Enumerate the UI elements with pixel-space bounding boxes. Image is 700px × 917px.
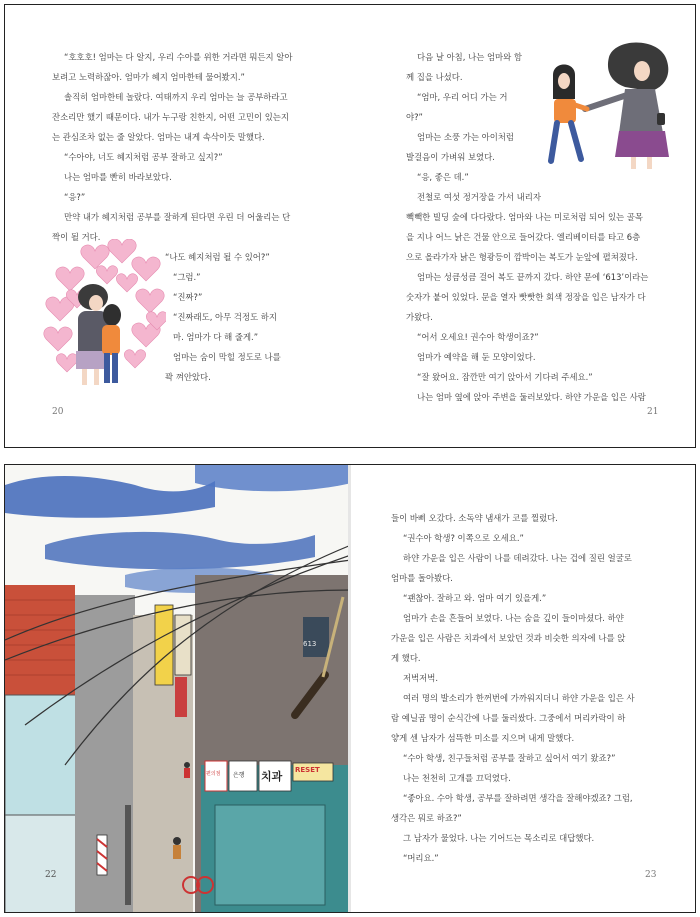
text-line: 얗게 센 남자가 섬뜩한 미소를 지으며 내게 말했다.: [391, 733, 575, 743]
hug-illustration: [38, 239, 166, 391]
text-line: 을 지나 어느 낡은 건물 안으로 들어갔다. 엘리베이터를 타고 6층: [406, 232, 641, 242]
text-line: “응?”: [64, 192, 86, 202]
text-line: 엄마는 성큼성큼 걸어 복도 끝까지 갔다. 하얀 문에 ‘613’이라는: [417, 272, 649, 282]
text-line: 들이 바삐 오갔다. 소독약 냄새가 코를 찔렀다.: [391, 513, 558, 523]
text-line: 께 집을 나섰다.: [406, 72, 463, 82]
text-line: 생각은 뭐로 하죠?”: [391, 813, 462, 823]
text-line: 는 관심조차 없는 줄 알았다. 엄마는 내게 속삭이듯 말했다.: [52, 132, 265, 142]
text-line: “호호호! 엄마는 다 알지, 우리 수아를 위한 거라면 뭐든지 알아: [64, 52, 293, 62]
text-line: 게 했다.: [391, 653, 421, 663]
text-line: 엄마는 숨이 막힐 정도로 나를: [173, 352, 281, 362]
bank-sign: 은행: [233, 772, 245, 779]
page-21: [351, 5, 696, 447]
text-line: “수아야, 너도 혜지처럼 공부 잘하고 싶지?”: [64, 152, 223, 162]
page-23: [351, 465, 696, 912]
text-line: “나도 혜지처럼 될 수 있어?”: [165, 252, 270, 262]
text-line: “머리요.”: [403, 853, 439, 863]
text-line: 숫자가 붙어 있었다. 문을 열자 빳빳한 회색 정장을 입은 남자가 다: [406, 292, 646, 302]
text-line: 람 예닐곱 명이 순식간에 나를 둘러쌌다. 그중에서 머리카락이 하: [391, 713, 626, 723]
text-line: 짝이 될 거다.: [52, 232, 101, 242]
text-line: 빽빽한 빌딩 숲에 다다랐다. 엄마와 나는 미로처럼 되어 있는 골목: [406, 212, 643, 222]
text-line: 마. 엄마가 다 해 줄게.”: [173, 332, 259, 342]
text-line: “어서 오세요! 권수아 학생이죠?”: [417, 332, 539, 342]
text-line: “응, 좋은 데.”: [417, 172, 469, 182]
text-line: “좋아요. 수아 학생, 공부를 잘하려면 생각을 잘해야겠죠? 그럼,: [403, 793, 633, 803]
text-line: 가왔다.: [406, 312, 433, 322]
text-line: 보려고 노력하잖아. 엄마가 혜지 엄마한테 물어봤지.”: [52, 72, 245, 82]
text-line: 저벅저벅.: [403, 673, 439, 683]
walking-illustration: [539, 35, 689, 175]
text-line: 꽉 껴안았다.: [165, 372, 211, 382]
text-line: “권수아 학생? 이쪽으로 오세요.”: [403, 533, 524, 543]
text-line: 엄마가 손을 흔들어 보였다. 나는 숨을 깊이 들이마셨다. 하얀: [403, 613, 624, 623]
text-line: 엄마를 돌아봤다.: [391, 573, 453, 583]
street-illustration: [5, 465, 351, 913]
text-line: 으로 올라가자 낡은 형광등이 깜박이는 복도가 눈앞에 펼쳐졌다.: [406, 252, 638, 262]
page-number: 20: [52, 407, 64, 417]
reset-sign: RESET: [295, 766, 320, 774]
convenience-store-sign: 편의점: [206, 771, 221, 777]
page-number: 21: [647, 407, 659, 417]
text-line: 나는 천천히 고개를 끄덕였다.: [403, 773, 511, 783]
text-line: 솔직히 엄마한테 놀랐다. 여태까지 우리 엄마는 늘 공부하라고: [64, 92, 288, 102]
text-line: 만약 내가 혜지처럼 공부를 잘하게 된다면 우린 더 어울리는 단: [64, 212, 291, 222]
text-line: 잔소리만 했기 때문이다. 내가 누구랑 친한지, 어떤 고민이 있는지: [52, 112, 289, 122]
text-line: “수아 학생, 친구들처럼 공부를 잘하고 싶어서 여기 왔죠?”: [403, 753, 616, 763]
text-line: 그 남자가 물었다. 나는 기어드는 목소리로 대답했다.: [403, 833, 595, 843]
text-line: 전철로 여섯 정거장을 가서 내리자: [417, 192, 541, 202]
text-line: “그럼.”: [173, 272, 201, 282]
dental-sign: 치과: [261, 770, 283, 783]
text-line: 여러 명의 발소리가 한꺼번에 가까워지더니 하얀 가운을 입은 사: [403, 693, 635, 703]
text-line: 가운을 입은 사람은 치과에서 보았던 것과 비슷한 의자에 나를 앉: [391, 633, 626, 643]
text-line: 야?”: [406, 112, 423, 122]
text-line: “괜찮아. 잘하고 와. 엄마 여기 있을게.”: [403, 593, 547, 603]
text-line: 다음 날 아침, 나는 엄마와 함: [417, 52, 522, 62]
page-20: [5, 5, 351, 447]
text-line: 하얀 가운을 입은 사람이 나를 데려갔다. 나는 겁에 질린 얼굴로: [403, 553, 632, 563]
text-line: “진짜?”: [173, 292, 203, 302]
page-22: [5, 465, 351, 912]
text-line: “엄마, 우리 어디 가는 거: [417, 92, 508, 102]
text-line: 나는 엄마 옆에 앉아 주변을 둘러보았다. 하얀 가운을 입은 사람: [417, 392, 646, 402]
page-number: 23: [645, 870, 657, 880]
bottom-spread: [4, 464, 696, 913]
building-number-sign: 613: [303, 640, 317, 648]
text-line: 발걸음이 가벼워 보였다.: [406, 152, 495, 162]
text-line: 엄마가 예약을 해 둔 모양이었다.: [417, 352, 536, 362]
text-line: “잘 왔어요. 잠깐만 여기 앉아서 기다려 주세요.”: [417, 372, 593, 382]
text-line: 엄마는 소풍 가는 아이처럼: [417, 132, 514, 142]
page-number: 22: [45, 870, 57, 880]
text-line: 나는 엄마를 빤히 바라보았다.: [64, 172, 172, 182]
text-line: “진짜래도, 아무 걱정도 하지: [173, 312, 277, 322]
top-spread: [4, 4, 696, 448]
